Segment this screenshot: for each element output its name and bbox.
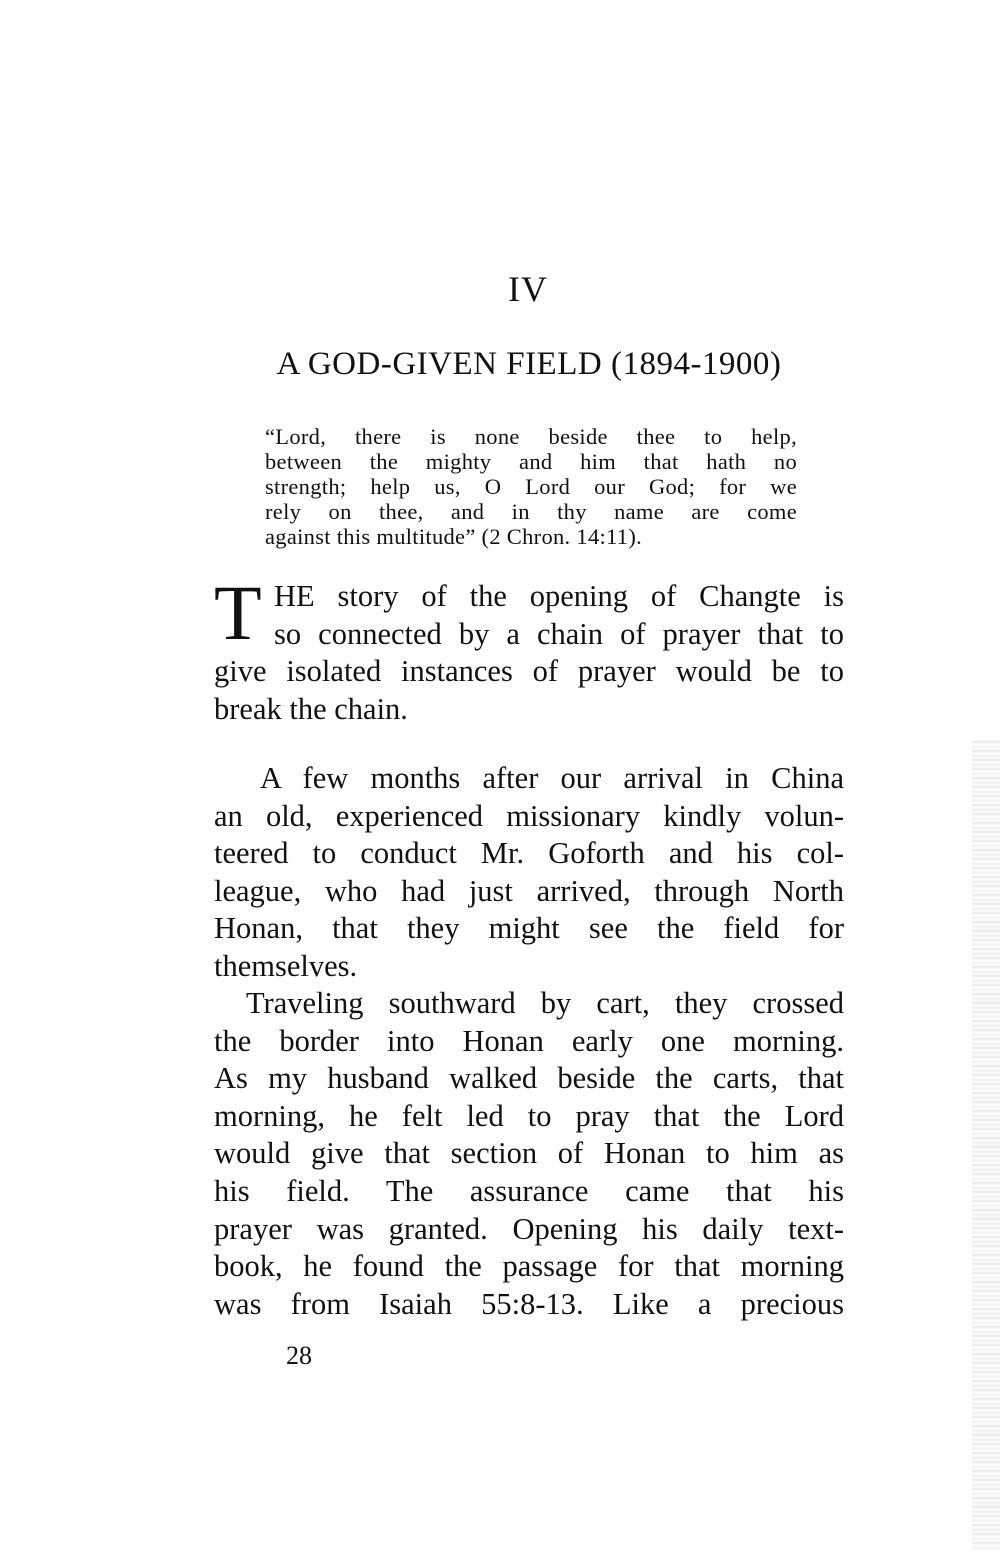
chapter-number: IV xyxy=(508,269,548,309)
paragraph-line: his field. The assurance came that his xyxy=(214,1173,844,1208)
paragraph-line: so connected by a chain of prayer that to xyxy=(274,616,844,651)
epigraph-line: rely on thee, and in thy name are come xyxy=(265,499,797,524)
paragraph-3 xyxy=(214,985,844,1323)
drop-cap: T xyxy=(214,569,262,656)
paragraph-2 xyxy=(214,760,844,986)
paragraph-line: A few months after our arrival in China xyxy=(260,761,844,795)
paragraph-line: break the chain. xyxy=(214,691,408,726)
paragraph-line: an old, experienced missionary kindly volun- xyxy=(214,798,844,833)
paragraph-line: the border into Honan early one morning. xyxy=(214,1023,844,1058)
epigraph xyxy=(265,424,797,549)
chapter-title: A GOD-GIVEN FIELD (1894-1900) xyxy=(276,346,782,382)
paragraph-line: morning, he felt led to pray that the Lord xyxy=(214,1098,844,1133)
page-number: 28 xyxy=(286,1341,312,1370)
paragraph-line: would give that section of Honan to him as xyxy=(214,1136,844,1171)
epigraph-line: between the mighty and him that hath no xyxy=(265,449,797,474)
paragraph-line: league, who had just arrived, through North xyxy=(214,873,844,908)
epigraph-line: against this multitude” (2 Chron. 14:11). xyxy=(265,524,643,549)
epigraph-line: strength; help us, O Lord our God; for we xyxy=(265,474,797,499)
paragraph-line: themselves. xyxy=(214,948,358,983)
paragraph-line: give isolated instances of prayer would be to xyxy=(214,654,844,689)
paragraph-line: book, he found the passage for that morning xyxy=(214,1249,844,1284)
paragraph-line: prayer was granted. Opening his daily text- xyxy=(214,1211,844,1246)
scan-edge-shadow xyxy=(972,740,1000,1551)
paragraph-line: was from Isaiah 55:8-13. Like a precious xyxy=(214,1286,844,1321)
epigraph-line: “Lord, there is none beside thee to help, xyxy=(265,424,797,449)
paragraph-line: teered to conduct Mr. Goforth and his col- xyxy=(214,836,844,871)
paragraph-line: Honan, that they might see the field for xyxy=(214,911,844,946)
paragraph-line: As my husband walked beside the carts, that xyxy=(214,1061,844,1096)
paragraph-line: Traveling southward by cart, they crossed xyxy=(246,986,844,1020)
paragraph-1 xyxy=(214,569,844,728)
paragraph-line: HE story of the opening of Changte is xyxy=(274,579,844,613)
